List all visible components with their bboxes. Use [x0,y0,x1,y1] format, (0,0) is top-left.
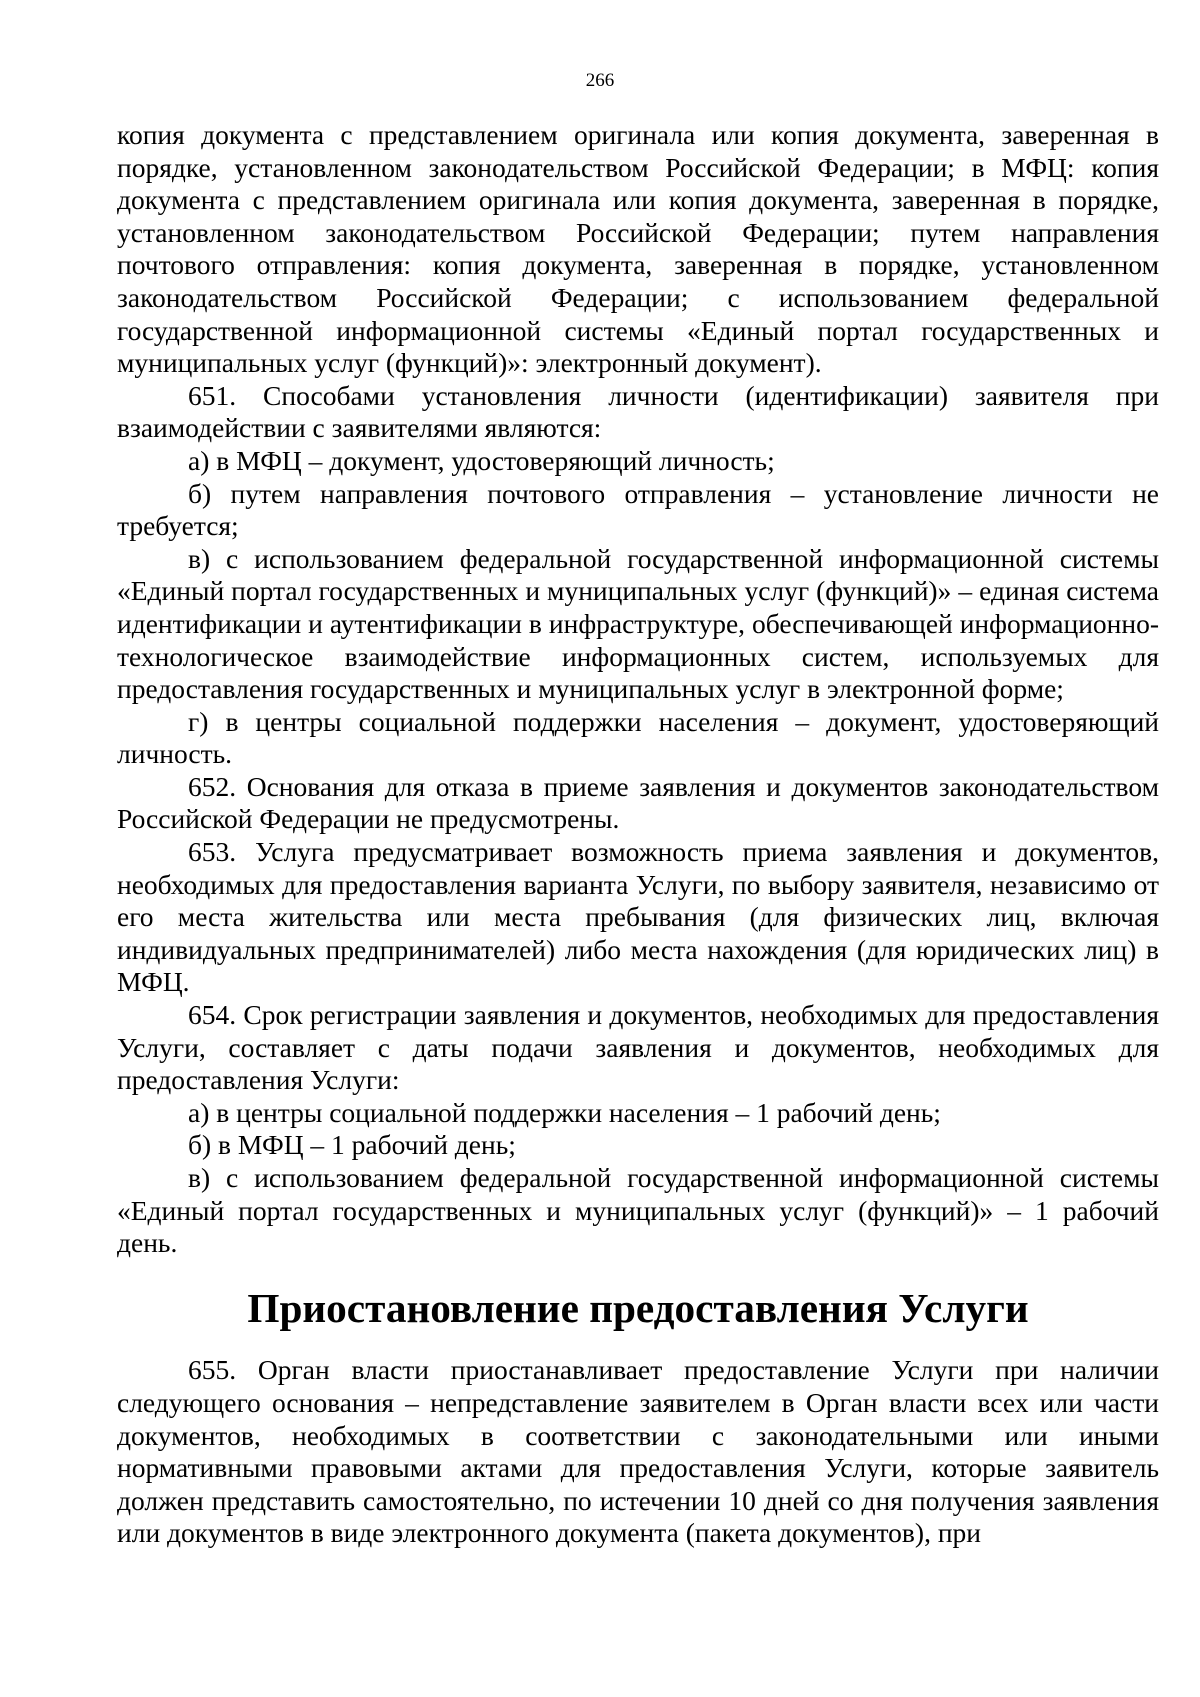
paragraph-651-item-g: г) в центры социальной поддержки населения – документ, удостоверяющий личность. [117,705,1159,770]
paragraph-654-item-b: б) в МФЦ – 1 рабочий день; [188,1129,516,1161]
paragraph-651-item-b: б) путем направления почтового отправления – установление личности не требуется; [117,477,1159,542]
paragraph-654-item-v: в) с использованием федеральной государственной информационной системы «Единый портал государственных и муниципальных услуг (функций)» – 1 рабочий день. [117,1162,1159,1259]
paragraph-651: 651. Способами установления личности (идентификации) заявителя при взаимодействии с заявителями являются: [117,379,1159,444]
paragraph-654-item-a: а) в центры социальной поддержки населения – 1 рабочий день; [188,1096,941,1128]
paragraph-653: 653. Услуга предусматривает возможность приема заявления и документов, необходимых для предоставления варианта Услуги, по выбору заявителя, независимо от его места жительства или места пребывания (для физических лиц, включая индивидуальных предпринимателей) либо места нахождения (для юридических лиц) в МФЦ. [117,836,1159,998]
page-number: 266 [585,70,615,91]
paragraph-654: 654. Срок регистрации заявления и документов, необходимых для предоставления Услуги, составляет с даты подачи заявления и документов, необходимых для предоставления Услуги: [117,999,1159,1096]
section-heading: Приостановление предоставления Услуги [247,1284,1029,1331]
paragraph-651-item-v: в) с использованием федеральной государственной информационной системы «Единый портал государственных и муниципальных услуг (функций)» – единая система идентификации и аутентификации в инфраструктуре, обеспечивающей информационно-технологическое взаимодействие информационных систем, используемых для предоставления государственных и муниципальных услуг в электронной форме; [117,542,1159,705]
document-body [117,119,1159,1550]
paragraph-continuation: копия документа с представлением оригинала или копия документа, заверенная в порядке, установленном законодательством Российской Федерации; в МФЦ: копия документа с представлением оригинала или копия документа, заверенная в порядке, установленном законодательством Российской Федерации; путем направления почтового отправления: копия документа, заверенная в порядке, установленном законодательством Российской Федерации; с использованием федеральной государственной информационной системы «Единый портал государственных и муниципальных услуг (функций)»: электронный документ). [117,119,1159,379]
paragraph-652: 652. Основания для отказа в приеме заявления и документов законодательством Российской Федерации не предусмотрены. [117,770,1159,835]
paragraph-655: 655. Орган власти приостанавливает предоставление Услуги при наличии следующего основания – непредставление заявителем в Орган власти всех или части документов, необходимых в соответствии с законодательными или иными нормативными правовыми актами для предоставления Услуги, которые заявитель должен представить самостоятельно, по истечении 10 дней со дня получения заявления или документов в виде электронного документа (пакета документов), при [117,1354,1159,1549]
paragraph-651-item-a: а) в МФЦ – документ, удостоверяющий личность; [188,444,775,476]
